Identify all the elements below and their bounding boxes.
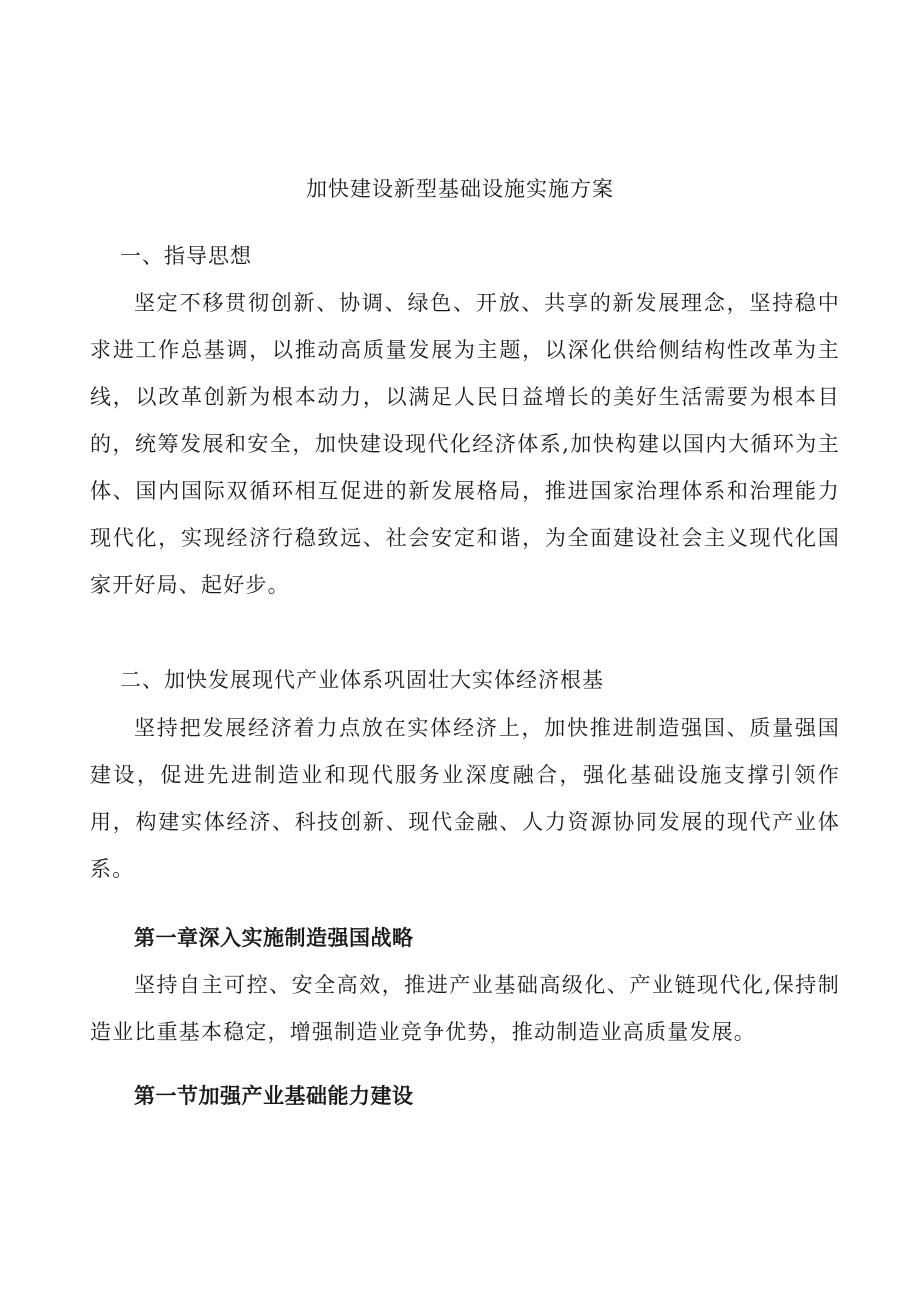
paragraph-guiding-ideology: 坚定不移贯彻创新、协调、绿色、开放、共享的新发展理念，坚持稳中求进工作总基调，以推动高质量发展为主题，以深化供给侧结构性改革为主线，以改革创新为根本动力，以满足人民日益增长的美好生活需要为根本目的，统筹发展和安全，加快建设现代化经济体系,加快构建以国内大循环为主体、国内国际双循环相互促进的新发展格局，推进国家治理体系和治理能力现代化，实现经济行稳致远、社会安定和谐，为全面建设社会主义现代化国家开好局、起好步。: [90, 291, 840, 597]
section-heading-modern-industry: 二、加快发展现代产业体系巩固壮大实体经济根基: [120, 668, 604, 692]
paragraph-manufacturing: 坚持自主可控、安全高效，推进产业基础高级化、产业链现代化,保持制造业比重基本稳定，增强制造业竞争优势，推动制造业高质量发展。: [90, 973, 840, 1044]
paragraph-modern-industry: 坚持把发展经济着力点放在实体经济上，加快推进制造强国、质量强国建设，促进先进制造业和现代服务业深度融合，强化基础设施支撑引领作用，构建实体经济、科技创新、现代金融、人力资源协同发展的现代产业体系。: [90, 716, 840, 881]
document-title: 加快建设新型基础设施实施方案: [306, 177, 614, 201]
chapter-heading-manufacturing: 第一章深入实施制造强国战略: [134, 925, 414, 950]
subsection-heading-industrial-foundation: 第一节加强产业基础能力建设: [134, 1083, 414, 1108]
section-heading-guiding-ideology: 一、指导思想: [120, 244, 252, 268]
